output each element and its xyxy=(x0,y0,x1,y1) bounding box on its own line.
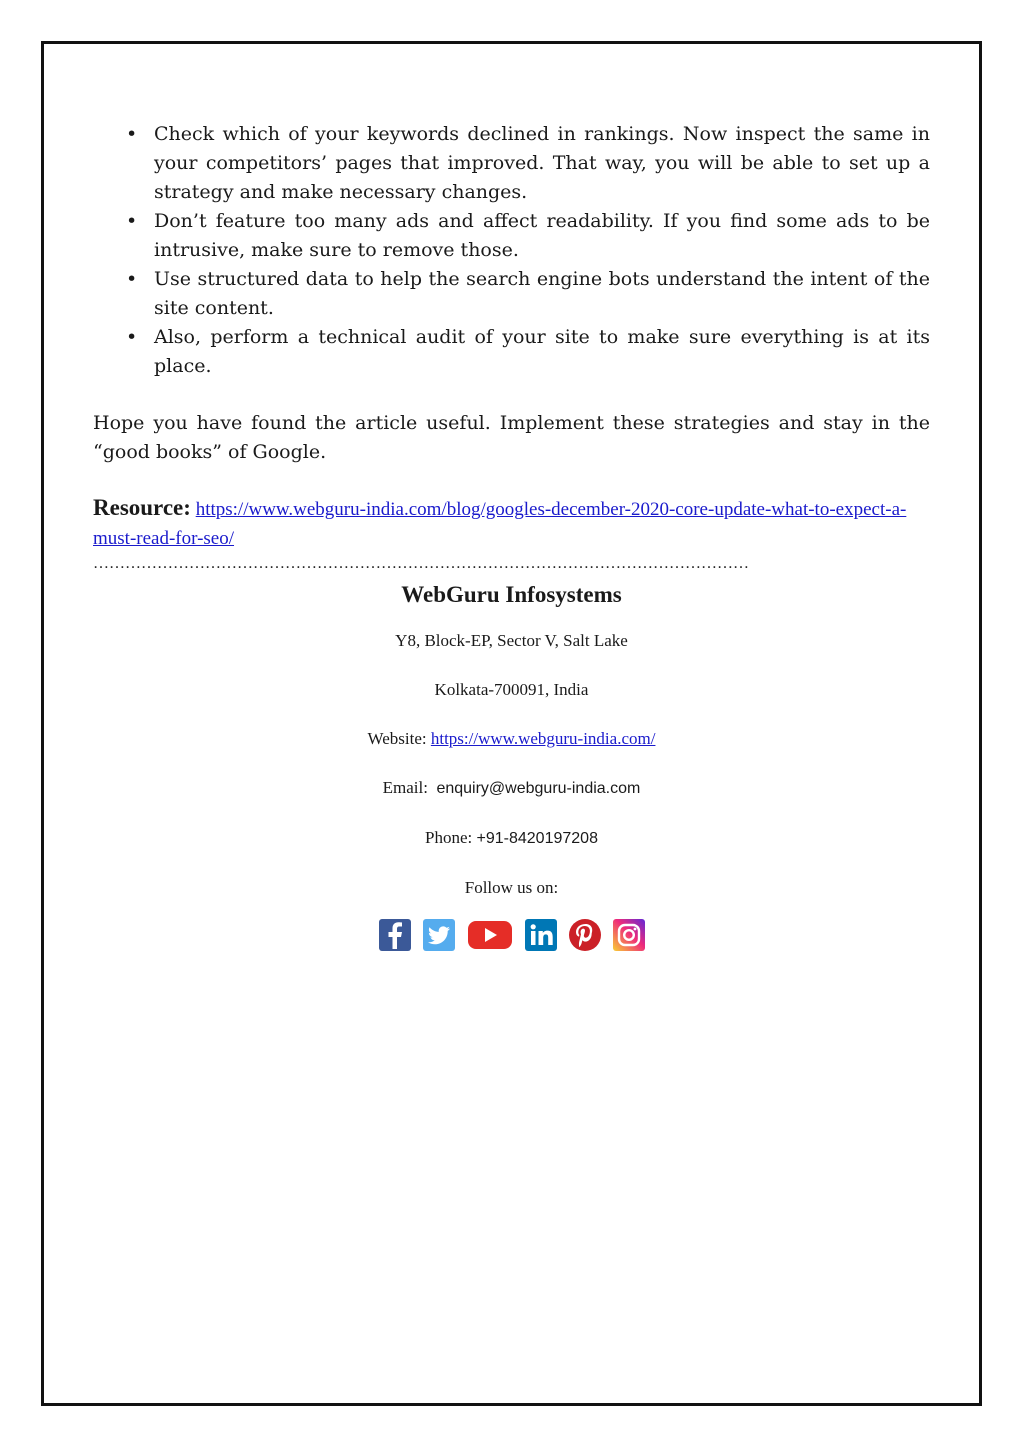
separator-dots: …………………………………………………………………………………………………………… xyxy=(93,555,749,572)
facebook-icon[interactable] xyxy=(379,919,411,951)
pinterest-icon[interactable] xyxy=(569,919,601,951)
email-value[interactable]: enquiry@webguru-india.com xyxy=(436,780,641,797)
email-label: Email: xyxy=(382,778,428,797)
instagram-icon[interactable] xyxy=(613,919,645,951)
website-link[interactable]: https://www.webguru-india.com/ xyxy=(430,729,656,748)
follow-label: Follow us on: xyxy=(464,878,559,897)
twitter-icon[interactable] xyxy=(423,919,455,951)
resource-label: Resource: xyxy=(93,495,191,520)
company-name: WebGuru Infosystems xyxy=(401,582,622,607)
address-line-2: Kolkata-700091, India xyxy=(434,680,589,699)
closing-paragraph: Hope you have found the article useful. Implement these strategies and stay in the “good books” of Google. xyxy=(93,412,930,463)
phone-label: Phone: xyxy=(425,828,473,847)
bullet-icon: • xyxy=(126,268,138,290)
resource-link[interactable]: https://www.webguru-india.com/blog/googles-december-2020-core-update-what-to-expect-a-must-read-for-seo/ xyxy=(93,499,907,549)
document-body xyxy=(93,120,930,575)
list-item: • Don’t feature too many ads and affect readability. If you find some ads to be intrusive, make sure to remove those. xyxy=(93,207,930,265)
phone-value: +91-8420197208 xyxy=(476,830,598,847)
bullet-icon: • xyxy=(126,326,138,348)
phone-line xyxy=(41,827,982,850)
resource-line xyxy=(93,493,930,553)
bullet-list xyxy=(93,120,930,381)
social-icons xyxy=(41,919,982,951)
linkedin-icon[interactable] xyxy=(525,919,557,951)
website-label: Website: xyxy=(367,729,427,748)
address-line-1: Y8, Block-EP, Sector V, Salt Lake xyxy=(395,631,628,650)
bullet-icon: • xyxy=(126,210,138,232)
youtube-icon[interactable] xyxy=(467,919,513,951)
email-line xyxy=(41,777,982,800)
list-item: • Use structured data to help the search engine bots understand the intent of the site content. xyxy=(93,265,930,323)
bullet-icon: • xyxy=(126,123,138,145)
list-item: • Check which of your keywords declined in rankings. Now inspect the same in your competitors’ pages that improved. That way, you will be able to set up a strategy and make necessary changes. xyxy=(93,120,930,207)
contact-block xyxy=(41,578,982,951)
list-item: • Also, perform a technical audit of your site to make sure everything is at its place. xyxy=(93,323,930,381)
website-line xyxy=(41,728,982,750)
